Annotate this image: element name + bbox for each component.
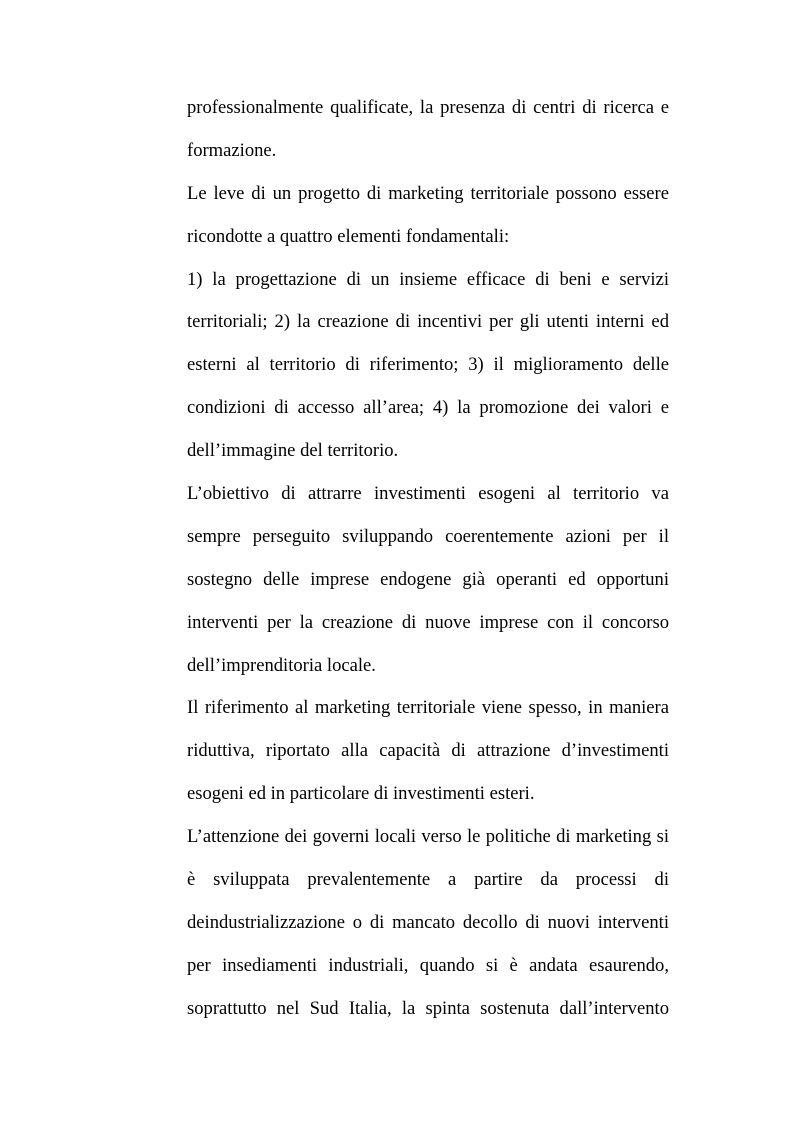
text-line: dell’immagine del territorio. [187,440,399,462]
text-line: è sviluppata prevalentemente a partire da processi di [187,869,669,891]
text-line: dell’imprenditoria locale. [187,654,376,676]
text-line: ricondotte a quattro elementi fondamentali: [187,225,510,247]
text-line: sostegno delle imprese endogene già operanti ed opportuni [187,568,669,590]
text-line: soprattutto nel Sud Italia, la spinta sostenuta dall’intervento [187,997,669,1019]
text-line: deindustrializzazione o di mancato decollo di nuovi interventi [187,911,669,933]
text-line: professionalmente qualificate, la presenza di centri di ricerca e [187,97,669,118]
text-line: formazione. [187,139,277,161]
text-line: per insediamenti industriali, quando si è andata esaurendo, [187,954,669,976]
text-line: riduttiva, riportato alla capacità di attrazione d’investimenti [187,740,669,762]
text-line: condizioni di accesso all’area; 4) la promozione dei valori e [187,397,669,419]
text-line: esogeni ed in particolare di investimenti esteri. [187,783,535,805]
text-line: 1) la progettazione di un insieme efficace di beni e servizi [187,268,669,290]
text-line: L’attenzione dei governi locali verso le politiche di marketing si [187,826,669,848]
text-line: Le leve di un progetto di marketing territoriale possono essere [187,182,669,204]
document-body-text [187,87,669,1031]
text-line: L’obiettivo di attrarre investimenti esogeni al territorio va [187,483,669,505]
text-line: interventi per la creazione di nuove imprese con il concorso [187,611,669,633]
text-line: sempre perseguito sviluppando coerentemente azioni per il [187,525,669,547]
text-line: territoriali; 2) la creazione di incentivi per gli utenti interni ed [187,311,669,333]
text-line: esterni al territorio di riferimento; 3) il miglioramento delle [187,354,669,376]
text-line: Il riferimento al marketing territoriale viene spesso, in maniera [187,697,669,719]
